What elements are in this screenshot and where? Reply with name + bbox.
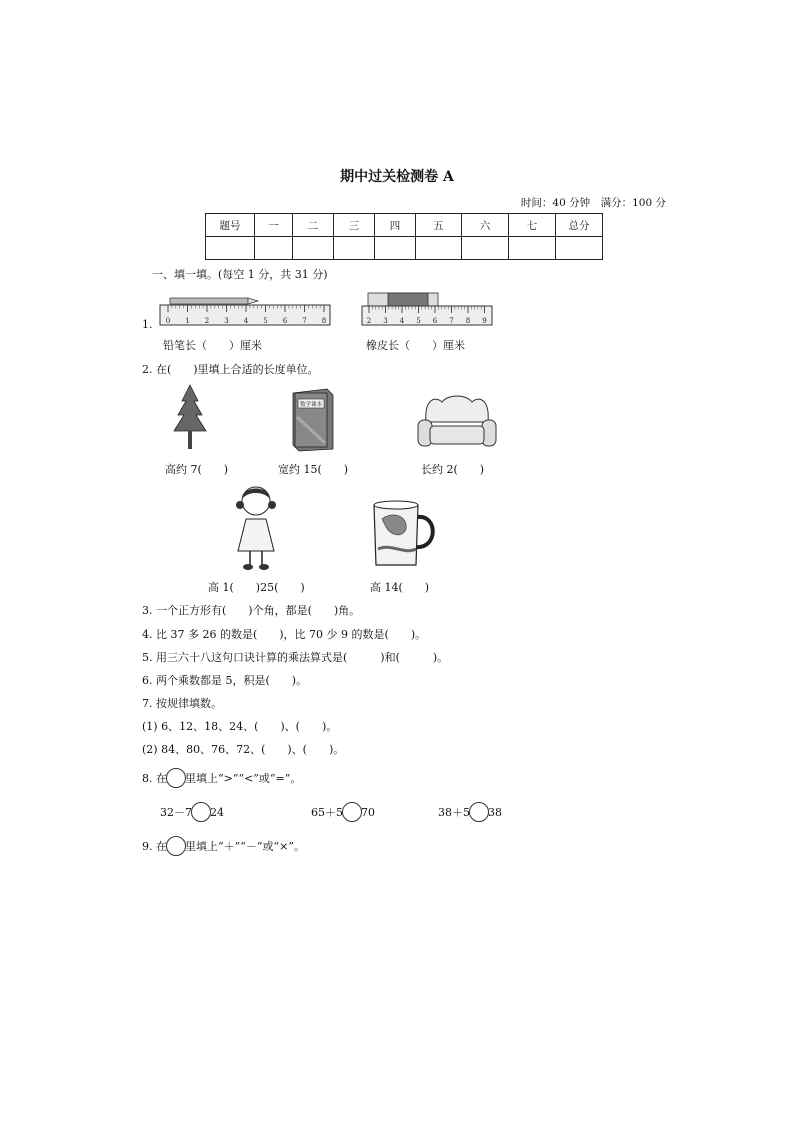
girl-height-question: 高 1( )25( ) (208, 581, 305, 594)
pencil-icon (170, 298, 258, 304)
pencil-ruler-tick-label: 4 (243, 317, 249, 325)
score-header: 一 (255, 214, 293, 237)
q1-number: 1. (142, 318, 153, 331)
eraser-ruler-tick-label: 7 (449, 317, 454, 325)
sofa-icon (416, 392, 498, 452)
eraser-ruler-tick-label: 6 (432, 317, 438, 325)
score-cell[interactable] (462, 237, 509, 260)
score-header: 七 (509, 214, 556, 237)
score-cell[interactable] (255, 237, 293, 260)
section-heading: 一、填一填。(每空 1 分，共 31 分) (152, 268, 328, 281)
q3-text: 3. 一个正方形有( )个角，都是( )角。 (142, 604, 361, 617)
score-entry-row (206, 237, 603, 260)
tree-icon (170, 383, 210, 453)
score-header: 六 (462, 214, 509, 237)
book-width-question: 宽约 15( ) (278, 463, 349, 476)
q6-text: 6. 两个乘数都是 5，积是( )。 (142, 674, 308, 687)
pencil-ruler-tick-label: 8 (321, 317, 327, 325)
pencil-ruler-tick-label: 2 (204, 317, 210, 325)
q8-item: 32－7 24 (160, 802, 224, 822)
circle-blank-icon (166, 768, 186, 788)
score-header: 三 (334, 214, 375, 237)
score-header: 四 (375, 214, 416, 237)
tree-height-question: 高约 7( ) (165, 463, 229, 476)
page-title: 期中过关检测卷 A (340, 169, 454, 185)
book-cover-title: 数学课本 (299, 402, 323, 408)
sofa-length-question: 长约 2( ) (421, 463, 485, 476)
pencil-ruler-figure (158, 293, 333, 329)
q8-item: 65＋5 70 (311, 802, 375, 822)
score-cell[interactable] (509, 237, 556, 260)
pencil-ruler-tick-label: 0 (165, 317, 171, 325)
score-table (205, 213, 603, 260)
pencil-ruler-tick-label: 3 (224, 317, 229, 325)
score-header: 二 (293, 214, 334, 237)
q4-text: 4. 比 37 多 26 的数是( )，比 70 少 9 的数是( )。 (142, 628, 427, 641)
q9-text: 9. 在 里填上“＋”“－”或“×”。 (142, 836, 305, 856)
score-header: 题号 (206, 214, 255, 237)
pencil-ruler-tick-label: 7 (302, 317, 307, 325)
pencil-ruler-tick-label: 5 (263, 317, 268, 325)
math-book-icon (289, 387, 337, 453)
eraser-length-question: 橡皮长（ ）厘米 (366, 339, 465, 352)
pencil-ruler-tick-label: 6 (282, 317, 288, 325)
q7-text: 7. 按规律填数。 (142, 697, 222, 710)
cup-icon (368, 499, 440, 571)
score-cell[interactable] (416, 237, 462, 260)
pencil-length-question: 铅笔长（ ）厘米 (163, 339, 262, 352)
eraser-ruler-figure (360, 292, 495, 328)
circle-blank-icon (166, 836, 186, 856)
q8-item: 38＋5 38 (438, 802, 502, 822)
pencil-ruler-tick-label: 1 (185, 317, 190, 325)
q2-text: 2. 在( )里填上合适的长度单位。 (142, 363, 319, 376)
girl-icon (230, 481, 282, 573)
answer-circle[interactable] (469, 802, 489, 822)
exam-meta: 时间：40 分钟 满分：100 分 (520, 197, 666, 209)
eraser-ruler-tick-label: 4 (399, 317, 405, 325)
eraser-ruler-tick-label: 2 (366, 317, 372, 325)
score-cell[interactable] (293, 237, 334, 260)
score-cell[interactable] (375, 237, 416, 260)
score-header: 总分 (556, 214, 603, 237)
q5-text: 5. 用三六十八这句口诀计算的乘法算式是( )和( )。 (142, 651, 449, 664)
q8-text: 8. 在 里填上“>”“<”或“=”。 (142, 768, 301, 788)
score-header-row (206, 214, 603, 237)
score-cell[interactable] (556, 237, 603, 260)
q7-part1: (1) 6、12、18、24、( )、( )。 (142, 720, 338, 733)
answer-circle[interactable] (342, 802, 362, 822)
score-cell[interactable] (206, 237, 255, 260)
q7-part2: (2) 84、80、76、72、( )、( )。 (142, 743, 345, 756)
answer-circle[interactable] (191, 802, 211, 822)
eraser-ruler-tick-label: 5 (416, 317, 421, 325)
score-cell[interactable] (334, 237, 375, 260)
eraser-icon (368, 293, 438, 306)
eraser-ruler-tick-label: 3 (383, 317, 388, 325)
eraser-ruler-tick-label: 9 (482, 317, 487, 325)
cup-height-question: 高 14( ) (370, 581, 430, 594)
eraser-ruler-tick-label: 8 (465, 317, 471, 325)
score-header: 五 (416, 214, 462, 237)
